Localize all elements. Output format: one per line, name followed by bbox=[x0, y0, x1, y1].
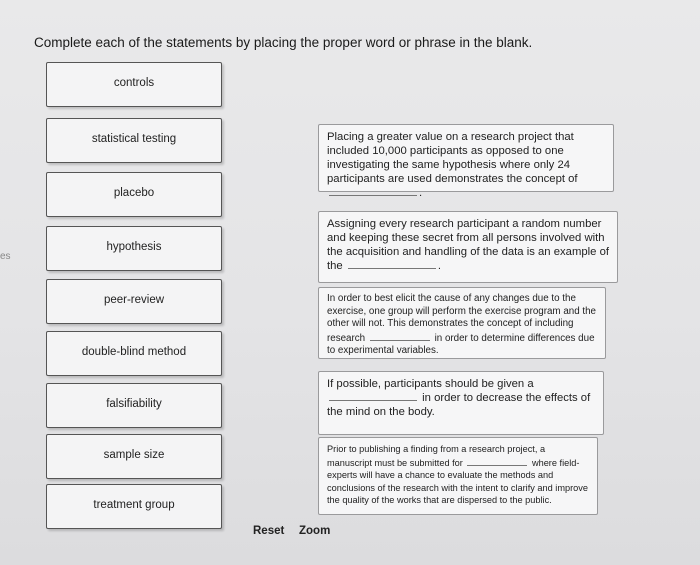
zoom-button[interactable]: Zoom bbox=[299, 525, 331, 537]
word-card-double-blind-method[interactable] bbox=[46, 331, 222, 376]
word-card-falsifiability[interactable] bbox=[46, 383, 222, 428]
word-card-label: double-blind method bbox=[81, 345, 187, 358]
answer-blank[interactable] bbox=[467, 456, 527, 466]
answer-blank[interactable] bbox=[348, 259, 436, 269]
statement-text: in order to determine differences due to experimental variables. bbox=[327, 332, 595, 357]
statement-text: Prior to publishing a finding from a research project, a manuscript must be submitted for bbox=[327, 444, 546, 468]
statement-text: in order to decrease the effects of the mind on the body. bbox=[327, 392, 591, 418]
word-card-label: placebo bbox=[113, 186, 155, 199]
word-card-label: sample size bbox=[103, 448, 165, 461]
statement-1 bbox=[318, 124, 614, 199]
word-card-label: treatment group bbox=[93, 498, 175, 511]
statement-text: Placing a greater value on a research project that included 10,000 participants as opposed to one investigating the same hypothesis where only 24 participants are used demonstrates the concept of bbox=[327, 131, 578, 185]
statement-text: In order to best elicit the cause of any changes due to the exercise, one group will perform the exercise program and the other will not. This demonstrates the concept of including research bbox=[327, 293, 597, 344]
statement-2 bbox=[318, 211, 618, 283]
answer-blank[interactable] bbox=[329, 186, 417, 196]
cut-off-edge-text: es bbox=[0, 251, 11, 262]
instruction-text: Complete each of the statements by placing the proper word or phrase in the blank. bbox=[34, 35, 533, 50]
statement-text: where field-experts will have a chance to evaluate the methods and conclusions of the research with the intent to clarify and improve the quality of the works that are dispersed to the public. bbox=[327, 457, 588, 505]
word-card-placebo[interactable] bbox=[46, 172, 222, 217]
word-card-hypothesis[interactable] bbox=[46, 226, 222, 271]
answer-blank[interactable] bbox=[329, 391, 417, 401]
word-card-label: hypothesis bbox=[106, 240, 162, 253]
statement-text: Assigning every research participant a random number and keeping these secret from all persons involved with the acquisition and handling of the data is an example of the bbox=[327, 218, 609, 272]
word-card-label: peer-review bbox=[103, 293, 165, 306]
word-card-treatment-group[interactable] bbox=[46, 484, 222, 529]
word-card-label: statistical testing bbox=[91, 132, 177, 145]
statement-5 bbox=[318, 437, 598, 515]
statement-text: . bbox=[437, 260, 441, 272]
reset-button[interactable]: Reset bbox=[253, 525, 285, 537]
answer-blank[interactable] bbox=[370, 331, 430, 341]
word-card-sample-size[interactable] bbox=[46, 434, 222, 479]
statement-4 bbox=[318, 371, 604, 435]
word-card-label: falsifiability bbox=[106, 397, 162, 410]
word-card-statistical-testing[interactable] bbox=[46, 118, 222, 163]
statement-3 bbox=[318, 287, 606, 359]
word-card-label: controls bbox=[113, 76, 155, 89]
statement-text: If possible, participants should be given a bbox=[327, 378, 534, 390]
word-card-controls[interactable] bbox=[46, 62, 222, 107]
word-card-peer-review[interactable] bbox=[46, 279, 222, 324]
statement-text: . bbox=[419, 187, 423, 199]
